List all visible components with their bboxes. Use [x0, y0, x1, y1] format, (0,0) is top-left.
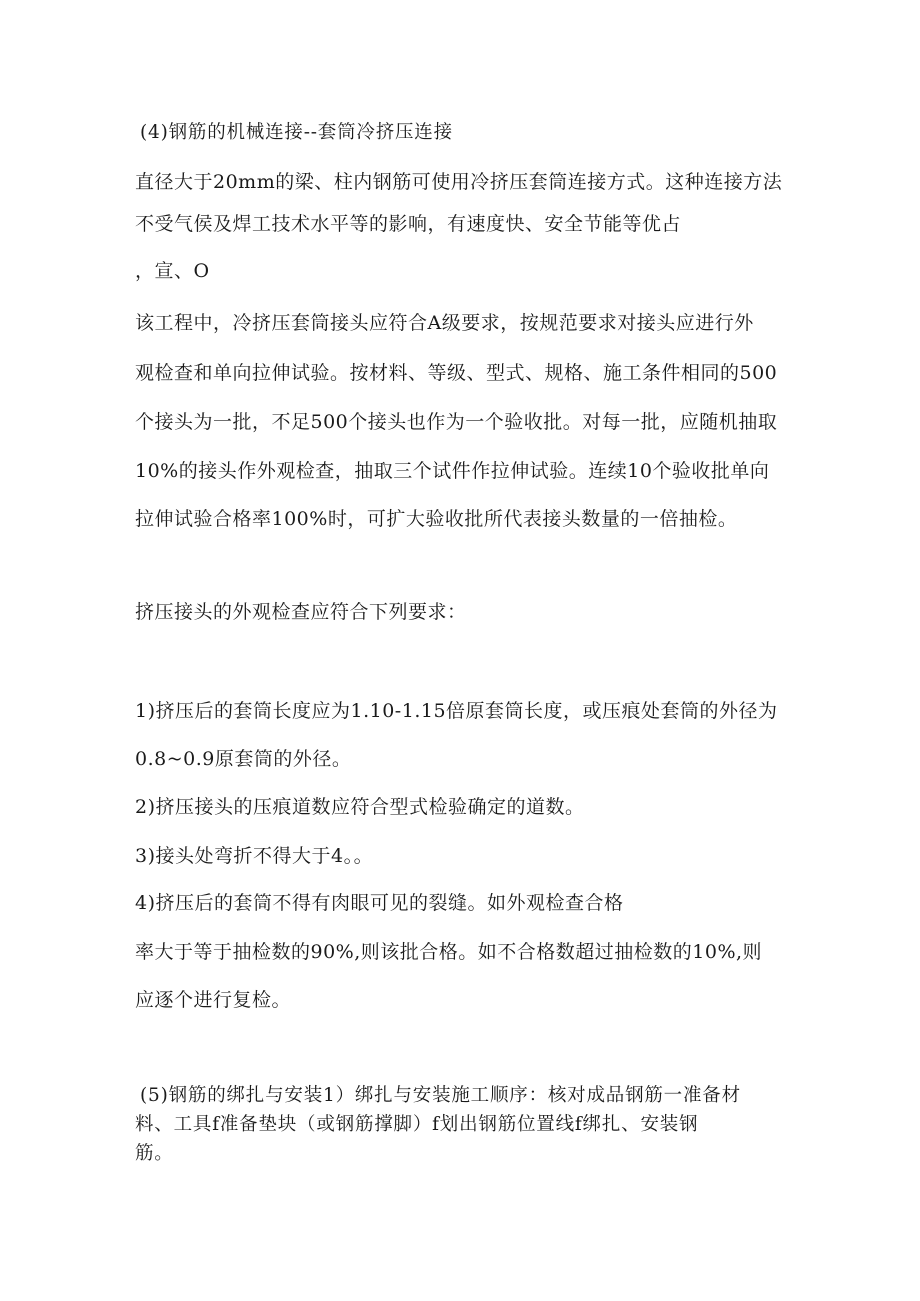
paragraph-line-4: 10%的接头作外观检查，抽取三个试件作拉伸试验。连续10个验收批单向 [135, 460, 770, 482]
requirement-2: 2)挤压接头的压痕道数应符合型式检验确定的道数。 [135, 796, 585, 818]
section-5-line-2: 料、工具f准备垫块（或钢筋撑脚）f划出钢筋位置线f绑扎、安装钢 [135, 1114, 699, 1135]
intro-line-3: ，宣、O [135, 260, 210, 282]
intro-line-1: 直径大于20mm的梁、柱内钢筋可使用冷挤压套筒连接方式。这种连接方法 [135, 171, 783, 193]
paragraph-line-1: 该工程中，冷挤压套筒接头应符合A级要求，按规范要求对接头应进行外 [135, 312, 754, 334]
paragraph-line-2: 观检查和单向拉伸试验。按材料、等级、型式、规格、施工条件相同的500 [135, 362, 778, 384]
requirement-1-line-1: 1)挤压后的套筒长度应为1.10-1.15倍原套筒长度，或压痕处套筒的外径为 [135, 700, 778, 722]
paragraph-line-3: 个接头为一批，不足500个接头也作为一个验收批。对每一批，应随机抽取 [135, 411, 778, 433]
requirement-4-line-1: 4)挤压后的套筒不得有肉眼可见的裂缝。如外观检查合格 [135, 892, 624, 914]
requirement-4-line-2: 率大于等于抽检数的90%,则该批合格。如不合格数超过抽检数的10%,则 [135, 941, 763, 963]
paragraph-line-5: 拉伸试验合格率100%时，可扩大验收批所代表接头数量的一倍抽检。 [135, 508, 738, 530]
section-4-heading: (4)钢筋的机械连接--套筒冷挤压连接 [140, 122, 453, 143]
requirement-1-line-2: 0.8~0.9原套筒的外径。 [135, 748, 352, 770]
intro-line-2: 不受气侯及焊工技术水平等的影响，有速度快、安全节能等优占 [135, 213, 682, 235]
requirement-4-line-3: 应逐个进行复检。 [135, 989, 292, 1011]
section-5-line-3: 筋。 [135, 1143, 174, 1164]
requirement-3: 3)接头处弯折不得大于4。。 [135, 845, 374, 867]
requirements-intro: 挤压接头的外观检查应符合下列要求： [135, 601, 467, 623]
section-5-line-1: (5)钢筋的绑扎与安装1）绑扎与安装施工顺序：核对成品钢筋一准备材 [140, 1085, 741, 1106]
